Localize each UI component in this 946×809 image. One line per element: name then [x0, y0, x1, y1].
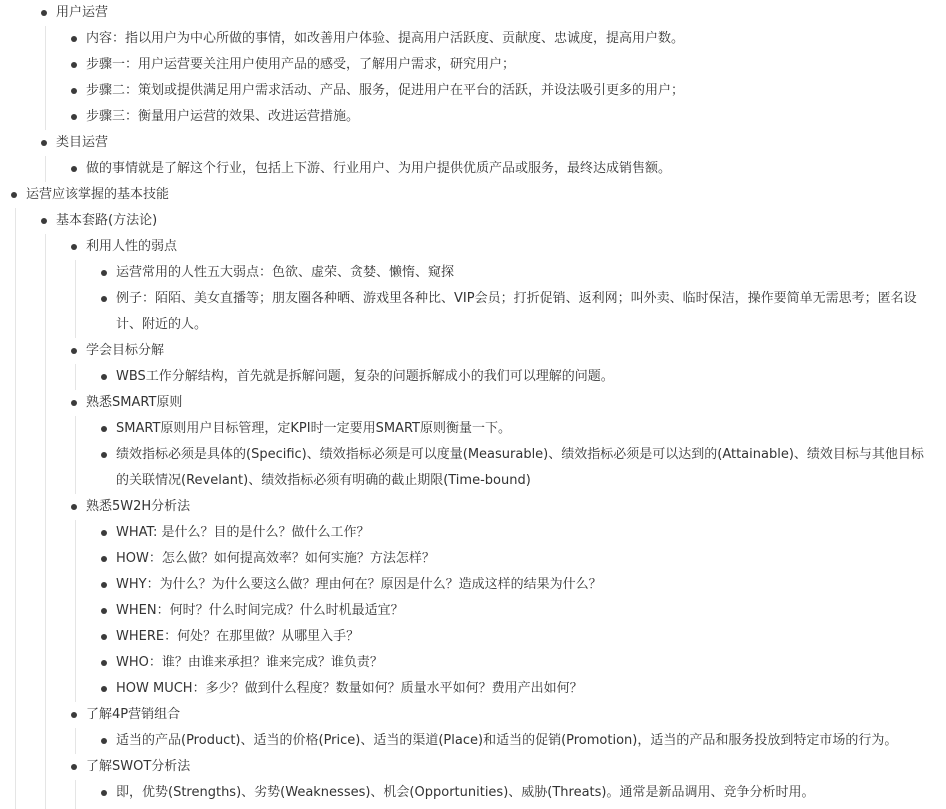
outline-item[interactable]: [0, 208, 946, 234]
outline-item[interactable]: [0, 520, 946, 546]
bullet-icon[interactable]: [71, 764, 77, 770]
bullet-icon[interactable]: [71, 36, 77, 42]
outline-item[interactable]: [0, 624, 946, 650]
outline-item-text: HOW MUCH：多少？做到什么程度？数量如何？质量水平如何？费用产出如何？: [116, 681, 583, 696]
outline-item[interactable]: [0, 650, 946, 676]
bullet-icon[interactable]: [101, 452, 107, 458]
outline-item-text: 运营常用的人性五大弱点：色欲、虚荣、贪婪、懒惰、窥探: [116, 265, 455, 280]
outline-item[interactable]: [0, 364, 946, 390]
outline-item[interactable]: [0, 754, 946, 780]
outline-item[interactable]: [0, 78, 946, 104]
outline-item-text: 利用人性的弱点: [86, 239, 178, 254]
bullet-icon[interactable]: [71, 244, 77, 250]
outline-item[interactable]: [0, 676, 946, 702]
outline-item[interactable]: [0, 156, 946, 182]
outline-item-text: SMART原则用户目标管理，定KPI时一定要用SMART原则衡量一下。: [116, 421, 511, 436]
outline-item-text: WHO：谁？由谁来承担？谁来完成？谁负责？: [116, 655, 383, 670]
outline-item[interactable]: [0, 598, 946, 624]
bullet-icon[interactable]: [101, 296, 107, 302]
bullet-icon[interactable]: [71, 62, 77, 68]
outline-item-text: 用户运营: [56, 5, 109, 20]
bullet-icon[interactable]: [101, 530, 107, 536]
outline-item[interactable]: [0, 182, 946, 208]
bullet-icon[interactable]: [41, 218, 47, 224]
bullet-icon[interactable]: [101, 660, 107, 666]
outline-item[interactable]: [0, 130, 946, 156]
bullet-icon[interactable]: [101, 426, 107, 432]
outline-item[interactable]: [0, 572, 946, 598]
bullet-icon[interactable]: [101, 686, 107, 692]
outline-item[interactable]: [0, 390, 946, 416]
outline-item-text: WHY：为什么？为什么要这么做？理由何在？原因是什么？造成这样的结果为什么？: [116, 577, 602, 592]
outline-item[interactable]: [0, 26, 946, 52]
outline-item[interactable]: [0, 728, 946, 754]
bullet-icon[interactable]: [41, 140, 47, 146]
outline-item[interactable]: [0, 0, 946, 26]
outline-item[interactable]: [0, 104, 946, 130]
outline-item-text: 内容：指以用户为中心所做的事情，如改善用户体验、提高用户活跃度、贡献度、忠诚度，提高用户数。: [86, 31, 685, 46]
outline-item[interactable]: [0, 442, 946, 494]
outline-item[interactable]: [0, 416, 946, 442]
outline-item-text: 类目运营: [56, 135, 109, 150]
bullet-icon[interactable]: [71, 400, 77, 406]
bullet-icon[interactable]: [101, 790, 107, 796]
bullet-icon[interactable]: [101, 556, 107, 562]
outline-item[interactable]: [0, 52, 946, 78]
outline-item-text: 绩效指标必须是具体的(Specific)、绩效指标必须是可以度量(Measurable)、绩效指标必须是可以达到的(Attainable)、绩效目标与其他目标的关联情况(Revelant)、绩效指标必须有明确的截止期限(Time-bound): [116, 447, 924, 488]
outline-item-text: 学会目标分解: [86, 343, 165, 358]
outline-item-text: 例子：陌陌、美女直播等；朋友圈各种晒、游戏里各种比、VIP会员；打折促销、返利网；叫外卖、临时保洁，操作要简单无需思考；匿名设计、附近的人。: [116, 291, 917, 332]
bullet-icon[interactable]: [71, 114, 77, 120]
bullet-icon[interactable]: [71, 712, 77, 718]
bullet-icon[interactable]: [41, 10, 47, 16]
outline-item-text: 熟悉SMART原则: [86, 395, 183, 410]
outline-item-text: 即，优势(Strengths)、劣势(Weaknesses)、机会(Opportunities)、威胁(Threats)。通常是新品调用、竞争分析时用。: [116, 785, 815, 800]
bullet-icon[interactable]: [101, 608, 107, 614]
outline-item-text: WBS工作分解结构，首先就是拆解问题，复杂的问题拆解成小的我们可以理解的问题。: [116, 369, 614, 384]
outline-item-text: 了解4P营销组合: [86, 707, 181, 722]
bullet-icon[interactable]: [101, 634, 107, 640]
outline-item[interactable]: [0, 286, 946, 338]
outline-item[interactable]: [0, 780, 946, 806]
outline-item-text: WHAT: 是什么？目的是什么？做什么工作？: [116, 525, 370, 540]
outline-item[interactable]: [0, 260, 946, 286]
bullet-icon[interactable]: [71, 88, 77, 94]
outline-item-text: 运营应该掌握的基本技能: [26, 187, 170, 202]
outline-item-text: 步骤二：策划或提供满足用户需求活动、产品、服务，促进用户在平台的活跃，并设法吸引更多的用户；: [86, 83, 685, 98]
bullet-icon[interactable]: [101, 270, 107, 276]
outline-item-text: 步骤一：用户运营要关注用户使用产品的感受，了解用户需求，研究用户；: [86, 57, 516, 72]
bullet-icon[interactable]: [101, 582, 107, 588]
outline-item-text: 基本套路(方法论): [56, 213, 158, 228]
outline-item[interactable]: [0, 546, 946, 572]
outline-item-text: 了解SWOT分析法: [86, 759, 191, 774]
outline-item-text: WHERE：何处？在那里做？从哪里入手？: [116, 629, 360, 644]
outline-item-text: 做的事情就是了解这个行业，包括上下游、行业用户、为用户提供优质产品或服务，最终达成销售额。: [86, 161, 672, 176]
outline-item-text: 熟悉5W2H分析法: [86, 499, 191, 514]
outline-item[interactable]: [0, 702, 946, 728]
bullet-icon[interactable]: [101, 738, 107, 744]
outline-item[interactable]: [0, 338, 946, 364]
outline-item-text: HOW：怎么做？如何提高效率？如何实施？方法怎样？: [116, 551, 435, 566]
outline-item-text: WHEN：何时？什么时间完成？什么时机最适宜？: [116, 603, 404, 618]
bullet-icon[interactable]: [11, 192, 17, 198]
bullet-icon[interactable]: [101, 374, 107, 380]
outline-item-text: 步骤三：衡量用户运营的效果、改进运营措施。: [86, 109, 360, 124]
outline-item[interactable]: [0, 234, 946, 260]
outline-item-text: 适当的产品(Product)、适当的价格(Price)、适当的渠道(Place)和适当的促销(Promotion)，适当的产品和服务投放到特定市场的行为。: [116, 733, 898, 748]
bullet-icon[interactable]: [71, 504, 77, 510]
outline-item[interactable]: [0, 494, 946, 520]
bullet-icon[interactable]: [71, 348, 77, 354]
bullet-icon[interactable]: [71, 166, 77, 172]
